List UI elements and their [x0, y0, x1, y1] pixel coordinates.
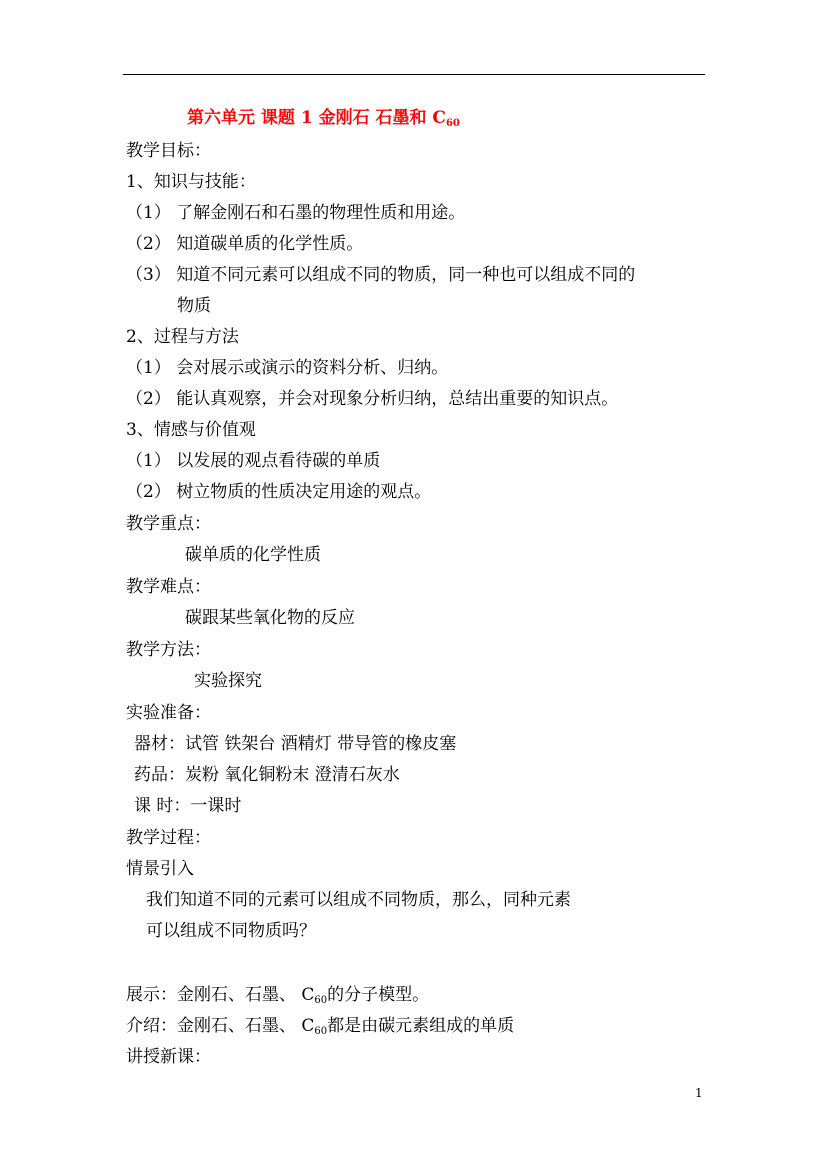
key-point-text: 碳单质的化学性质: [185, 545, 321, 565]
process-item-1: （1） 会对展示或演示的资料分析、归纳。: [126, 358, 449, 378]
key-point-heading: 教学重点：: [126, 514, 211, 534]
header-rule: [123, 74, 705, 75]
new-lesson-heading: 讲授新课：: [126, 1047, 211, 1067]
introduce-prefix: 介绍：金刚石、石墨、 C: [126, 1016, 315, 1036]
introduce-suffix: 都是由碳元素组成的单质: [327, 1016, 515, 1036]
difficulty-heading: 教学难点：: [126, 577, 211, 597]
show-prefix: 展示：金刚石、石墨、 C: [126, 985, 315, 1005]
show-line: [126, 984, 429, 1006]
title-subscript: 60: [445, 118, 460, 129]
show-subscript: 60: [314, 995, 328, 1006]
goals-heading: 教学目标：: [126, 141, 211, 161]
emotion-heading: 3、情感与价值观: [126, 420, 256, 440]
method-text: 实验探究: [194, 671, 262, 691]
introduce-subscript: 60: [314, 1026, 328, 1037]
intro-line-1: 我们知道不同的元素可以组成不同物质，那么，同种元素: [146, 890, 571, 910]
title-text: 第六单元 课题 1 金刚石 石墨和 C: [187, 108, 446, 128]
knowledge-item-3-cont: 物质: [177, 296, 211, 316]
knowledge-item-3: （3） 知道不同元素可以组成不同的物质，同一种也可以组成不同的: [126, 265, 636, 285]
intro-line-2: 可以组成不同物质吗？: [146, 921, 316, 941]
emotion-item-1: （1） 以发展的观点看待碳的单质: [126, 451, 381, 471]
process-heading: 2、过程与方法: [126, 327, 239, 347]
teaching-process-heading: 教学过程：: [126, 828, 211, 848]
equipment-line: 器材：试管 铁架台 酒精灯 带导管的橡皮塞: [134, 734, 457, 754]
knowledge-item-1: （1） 了解金刚石和石墨的物理性质和用途。: [126, 203, 466, 223]
process-item-2: （2） 能认真观察，并会对现象分析归纳，总结出重要的知识点。: [126, 389, 619, 409]
knowledge-heading: 1、知识与技能：: [126, 172, 256, 192]
emotion-item-2: （2） 树立物质的性质决定用途的观点。: [126, 482, 432, 502]
period-line: 课 时：一课时: [134, 796, 242, 816]
page-title: [187, 107, 460, 129]
introduce-line: [126, 1015, 514, 1037]
intro-heading: 情景引入: [126, 859, 194, 879]
method-heading: 教学方法：: [126, 640, 211, 660]
reagents-line: 药品：炭粉 氧化铜粉末 澄清石灰水: [134, 765, 400, 785]
prep-heading: 实验准备：: [126, 703, 211, 723]
page-number: 1: [695, 1086, 703, 1100]
show-suffix: 的分子模型。: [327, 985, 430, 1005]
difficulty-text: 碳跟某些氧化物的反应: [185, 608, 355, 628]
knowledge-item-2: （2） 知道碳单质的化学性质。: [126, 234, 364, 254]
